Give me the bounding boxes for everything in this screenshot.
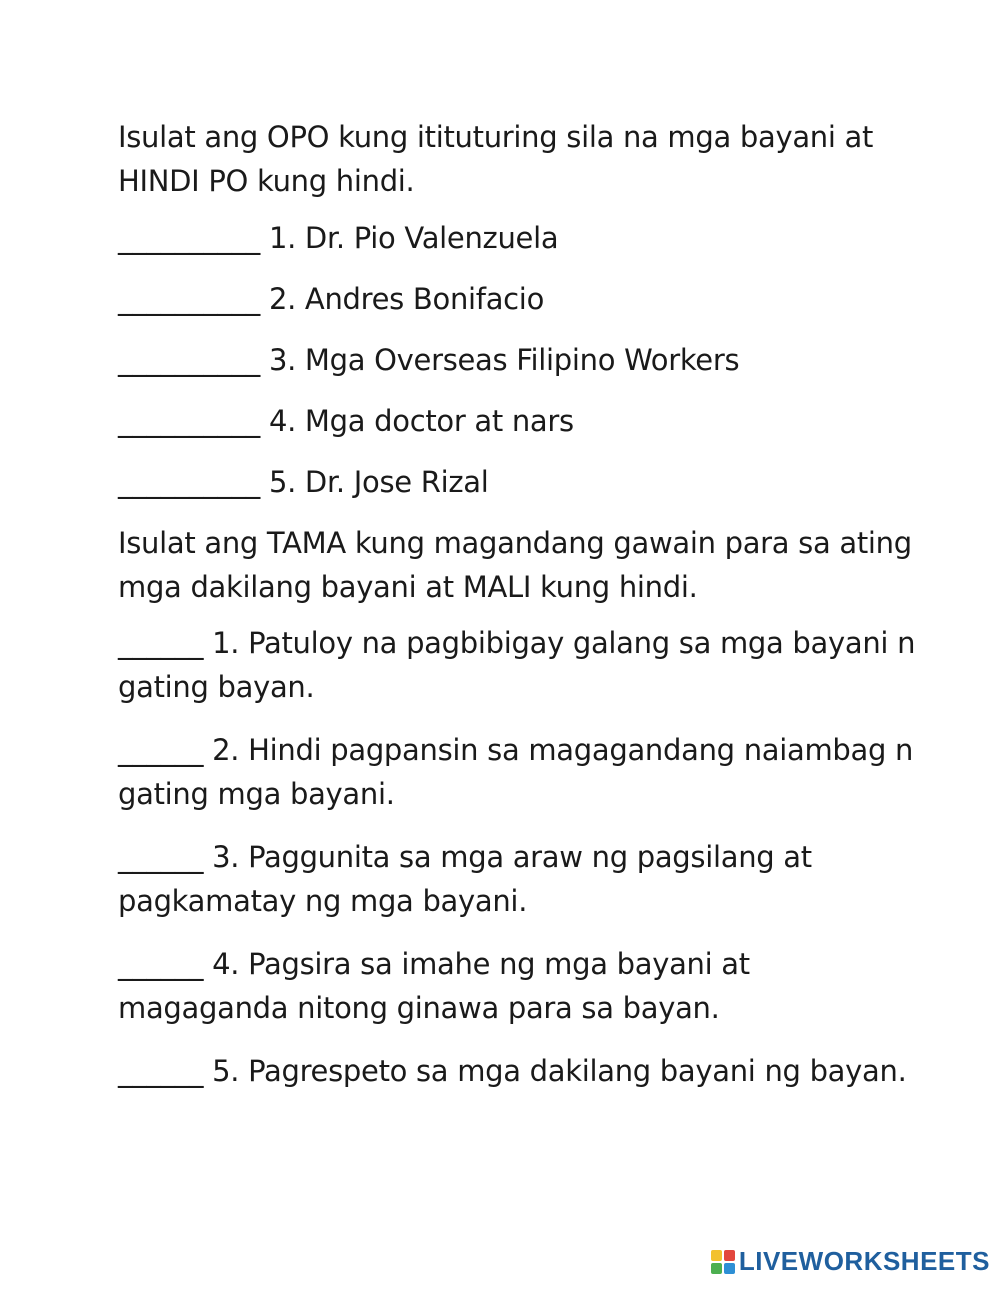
section2-instructions: Isulat ang TAMA kung magandang gawain para sa ating mga dakilang bayani at MALI kung hindi.	[118, 526, 912, 604]
brand-name: LIVEWORKSHEETS	[738, 1246, 990, 1276]
item-text: 5. Dr. Jose Rizal	[268, 465, 489, 499]
section1-item-4	[118, 399, 918, 443]
logo-blocks-icon	[711, 1250, 735, 1274]
logo-block	[724, 1250, 735, 1261]
worksheet	[118, 115, 918, 1112]
answer-blank[interactable]: __________	[118, 343, 261, 377]
section1-item-2	[118, 277, 918, 321]
section2-item-2	[118, 728, 918, 816]
item-text: 3. Paggunita sa mga araw ng pagsilang at pagkamatay ng mga bayani.	[118, 840, 812, 918]
answer-blank[interactable]: __________	[118, 282, 261, 316]
item-text: 1. Dr. Pio Valenzuela	[268, 221, 559, 255]
answer-blank[interactable]: ______	[118, 840, 204, 874]
item-text: 4. Mga doctor at nars	[268, 404, 574, 438]
item-text: 5. Pagrespeto sa mga dakilang bayani ng bayan.	[212, 1054, 907, 1088]
logo-block	[724, 1263, 735, 1274]
item-text: 3. Mga Overseas Filipino Workers	[268, 343, 740, 377]
liveworksheets-logo	[711, 1246, 990, 1277]
item-text: 1. Patuloy na pagbibigay galang sa mga bayani n gating bayan.	[118, 626, 916, 704]
answer-blank[interactable]: __________	[118, 404, 261, 438]
item-text: 2. Andres Bonifacio	[268, 282, 545, 316]
answer-blank[interactable]: ______	[118, 626, 204, 660]
section1-instructions: Isulat ang OPO kung itituturing sila na mga bayani at HINDI PO kung hindi.	[118, 120, 874, 198]
section1-item-1	[118, 216, 918, 260]
section1-item-3	[118, 338, 918, 382]
answer-blank[interactable]: ______	[118, 733, 204, 767]
answer-blank[interactable]: ______	[118, 947, 204, 981]
logo-block	[711, 1263, 722, 1274]
logo-block	[711, 1250, 722, 1261]
item-text: 2. Hindi pagpansin sa magagandang naiambag n gating mga bayani.	[118, 733, 914, 811]
section2-item-1	[118, 621, 918, 709]
answer-blank[interactable]: __________	[118, 465, 261, 499]
answer-blank[interactable]: __________	[118, 221, 261, 255]
item-text: 4. Pagsira sa imahe ng mga bayani at magaganda nitong ginawa para sa bayan.	[118, 947, 750, 1025]
section2-item-3	[118, 835, 918, 923]
section1-item-5	[118, 460, 918, 504]
section2-item-5	[118, 1049, 918, 1093]
section2-item-4	[118, 942, 918, 1030]
answer-blank[interactable]: ______	[118, 1054, 204, 1088]
